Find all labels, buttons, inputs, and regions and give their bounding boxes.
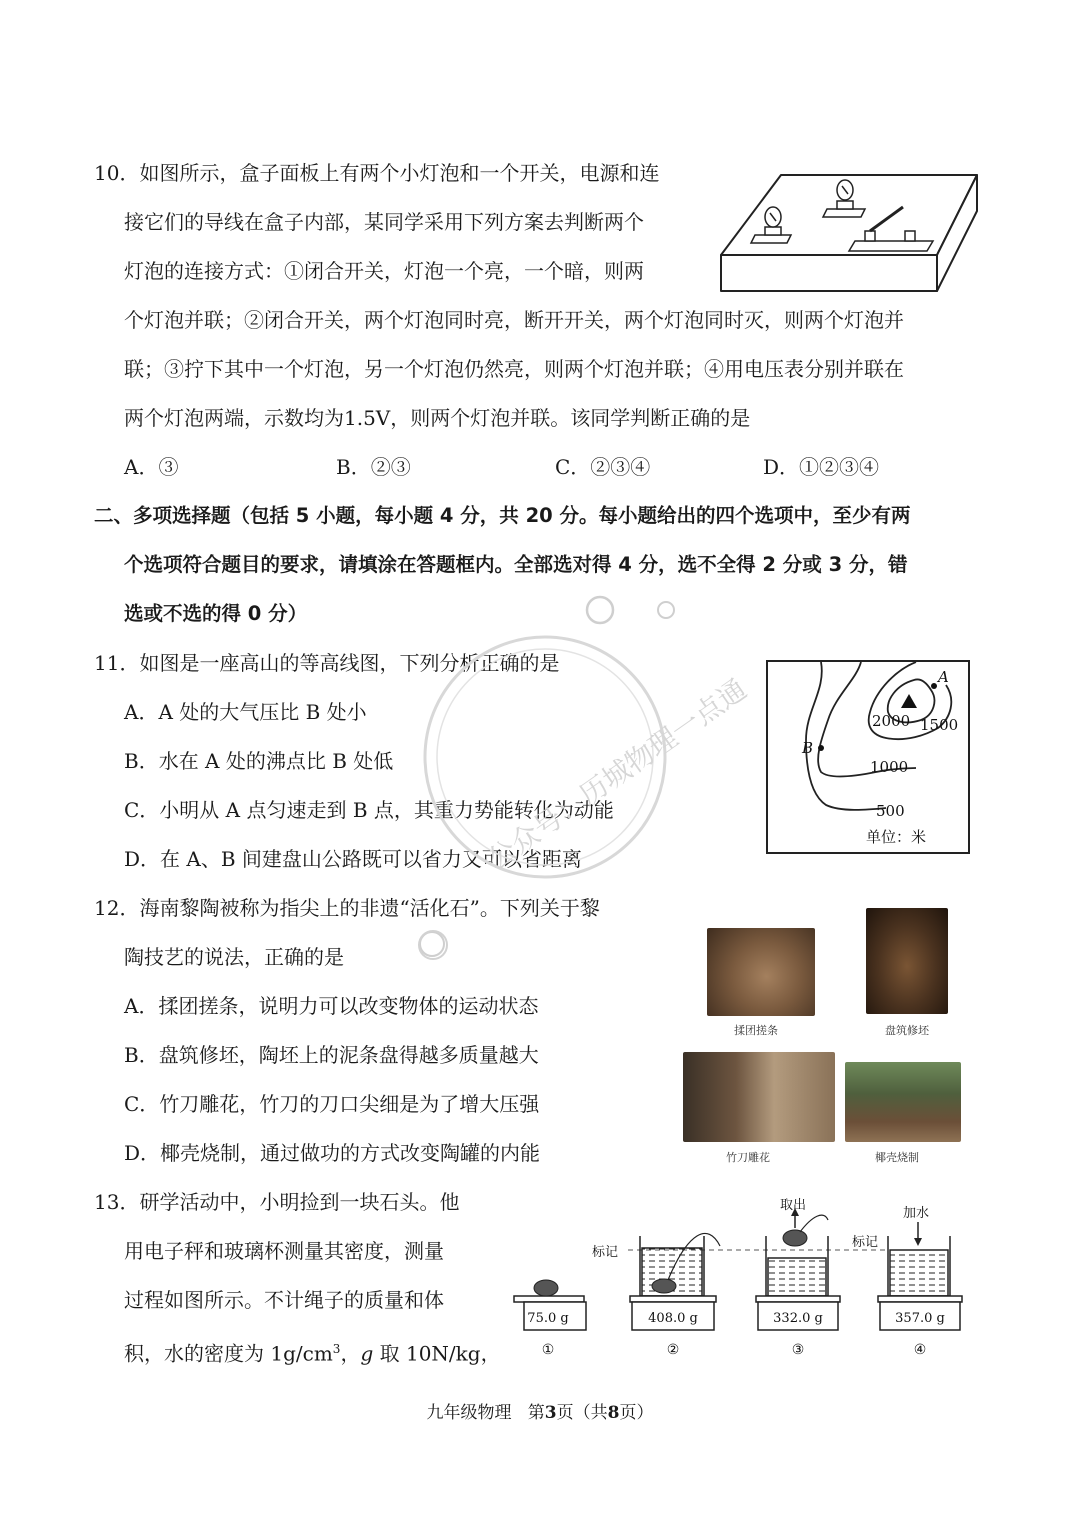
watermark-text: 公众号：历城物理一点通 xyxy=(481,672,753,877)
q10-option-c: C．②③④ xyxy=(555,455,651,479)
section-2-line-1: 二、多项选择题（包括 5 小题，每小题 4 分，共 20 分。每小题给出的四个选项中，至少有两 xyxy=(94,504,911,527)
mark-label-1: 标记 xyxy=(592,1245,619,1260)
unit-label: 单位：米 xyxy=(866,828,927,846)
reading-3: 332.0 g xyxy=(773,1311,823,1326)
step-1-label: ① xyxy=(541,1342,555,1358)
q10-option-b: B．②③ xyxy=(336,455,411,479)
q10-line-2: 接它们的导线在盒子内部，某同学采用下列方案去判断两个 xyxy=(124,210,644,234)
page-footer: 九年级物理 第3页（共8页） xyxy=(426,1403,654,1423)
q11-stem: 11．如图是一座高山的等高线图，下列分析正确的是 xyxy=(94,651,560,675)
q12-option-a: A．揉团搓条，说明力可以改变物体的运动状态 xyxy=(124,994,539,1018)
pottery-photo-firing xyxy=(845,1062,961,1142)
q13-line-2: 用电子秤和玻璃杯测量其密度，测量 xyxy=(124,1239,444,1263)
q13-line-3: 过程如图所示。不计绳子的质量和体 xyxy=(124,1288,444,1312)
reading-4: 357.0 g xyxy=(895,1311,945,1326)
section-2-line-3: 选或不选的得 0 分） xyxy=(124,602,308,625)
caption-coiling: 盘筑修坯 xyxy=(885,1024,929,1037)
q10-line-4: 个灯泡并联；②闭合开关，两个灯泡同时亮，断开开关，两个灯泡同时灭，则两个灯泡并 xyxy=(124,308,904,332)
q11-option-d: D．在 A、B 间建盘山公路既可以省力又可以省距离 xyxy=(124,847,582,871)
contour-1500-label: 1500 xyxy=(920,716,959,734)
footer-subject: 九年级物理 xyxy=(426,1403,512,1423)
q12-line-1: 12．海南黎陶被称为指尖上的非遗“活化石”。下列关于黎 xyxy=(94,896,600,920)
q10-line-3: 灯泡的连接方式：①闭合开关，灯泡一个亮，一个暗，则两 xyxy=(124,259,644,283)
circuit-box-figure xyxy=(715,165,983,300)
take-out-label: 取出 xyxy=(780,1198,807,1213)
point-b-label: B xyxy=(802,739,814,757)
pottery-photo-coiling xyxy=(866,908,948,1014)
mark-label-2: 标记 xyxy=(852,1235,879,1250)
q10-line-1: 10．如图所示，盒子面板上有两个小灯泡和一个开关，电源和连 xyxy=(94,161,660,185)
contour-map-figure xyxy=(766,660,970,854)
q12-option-d: D．椰壳烧制，通过做功的方式改变陶罐的内能 xyxy=(124,1141,541,1165)
footer-total-pages: 8 xyxy=(607,1403,620,1423)
step-3-label: ③ xyxy=(791,1342,805,1358)
contour-1000-label: 1000 xyxy=(870,758,909,776)
step-2-label: ② xyxy=(666,1342,680,1358)
density-measurement-figure xyxy=(508,1192,988,1368)
pottery-photo-kneading xyxy=(707,928,815,1016)
pottery-photo-carving xyxy=(683,1052,835,1142)
watermark-seal xyxy=(400,592,753,882)
contour-500-label: 500 xyxy=(876,802,905,820)
q13-line-1: 13．研学活动中，小明捡到一块石头。他 xyxy=(94,1190,460,1214)
q10-line-6: 两个灯泡两端，示数均为1.5V，则两个灯泡并联。该同学判断正确的是 xyxy=(124,406,751,430)
q10-option-d: D．①②③④ xyxy=(763,455,880,479)
section-2-line-2: 个选项符合题目的要求，请填涂在答题框内。全部选对得 4 分，选不全得 2 分或 3 分，错 xyxy=(124,553,908,576)
contour-2000-label: 2000 xyxy=(872,712,911,730)
caption-firing: 椰壳烧制 xyxy=(875,1151,919,1164)
footer-page-number: 3 xyxy=(544,1403,557,1423)
point-a-label: A xyxy=(938,668,949,686)
step-4-label: ④ xyxy=(913,1342,927,1358)
add-water-label: 加水 xyxy=(903,1206,930,1221)
reading-1: 75.0 g xyxy=(527,1311,569,1326)
caption-carving: 竹刀雕花 xyxy=(726,1151,770,1164)
q12-option-b: B．盘筑修坯，陶坯上的泥条盘得越多质量越大 xyxy=(124,1043,539,1067)
q11-option-c: C．小明从 A 点匀速走到 B 点，其重力势能转化为动能 xyxy=(124,798,614,822)
q10-line-5: 联；③拧下其中一个灯泡，另一个灯泡仍然亮，则两个灯泡并联；④用电压表分别并联在 xyxy=(124,357,904,381)
q12-option-c: C．竹刀雕花，竹刀的刀口尖细是为了增大压强 xyxy=(124,1092,540,1116)
q12-line-2: 陶技艺的说法，正确的是 xyxy=(124,945,344,969)
reading-2: 408.0 g xyxy=(648,1311,698,1326)
q11-option-a: A．A 处的大气压比 B 处小 xyxy=(124,700,367,724)
caption-kneading: 揉团搓条 xyxy=(734,1024,778,1037)
q11-option-b: B．水在 A 处的沸点比 B 处低 xyxy=(124,749,394,773)
q10-option-a: A．③ xyxy=(124,455,179,479)
watermark-dot xyxy=(418,930,448,960)
q13-line-4: 积，水的密度为 $1g/cm^3$，g 取 10N/kg， xyxy=(124,1341,501,1366)
